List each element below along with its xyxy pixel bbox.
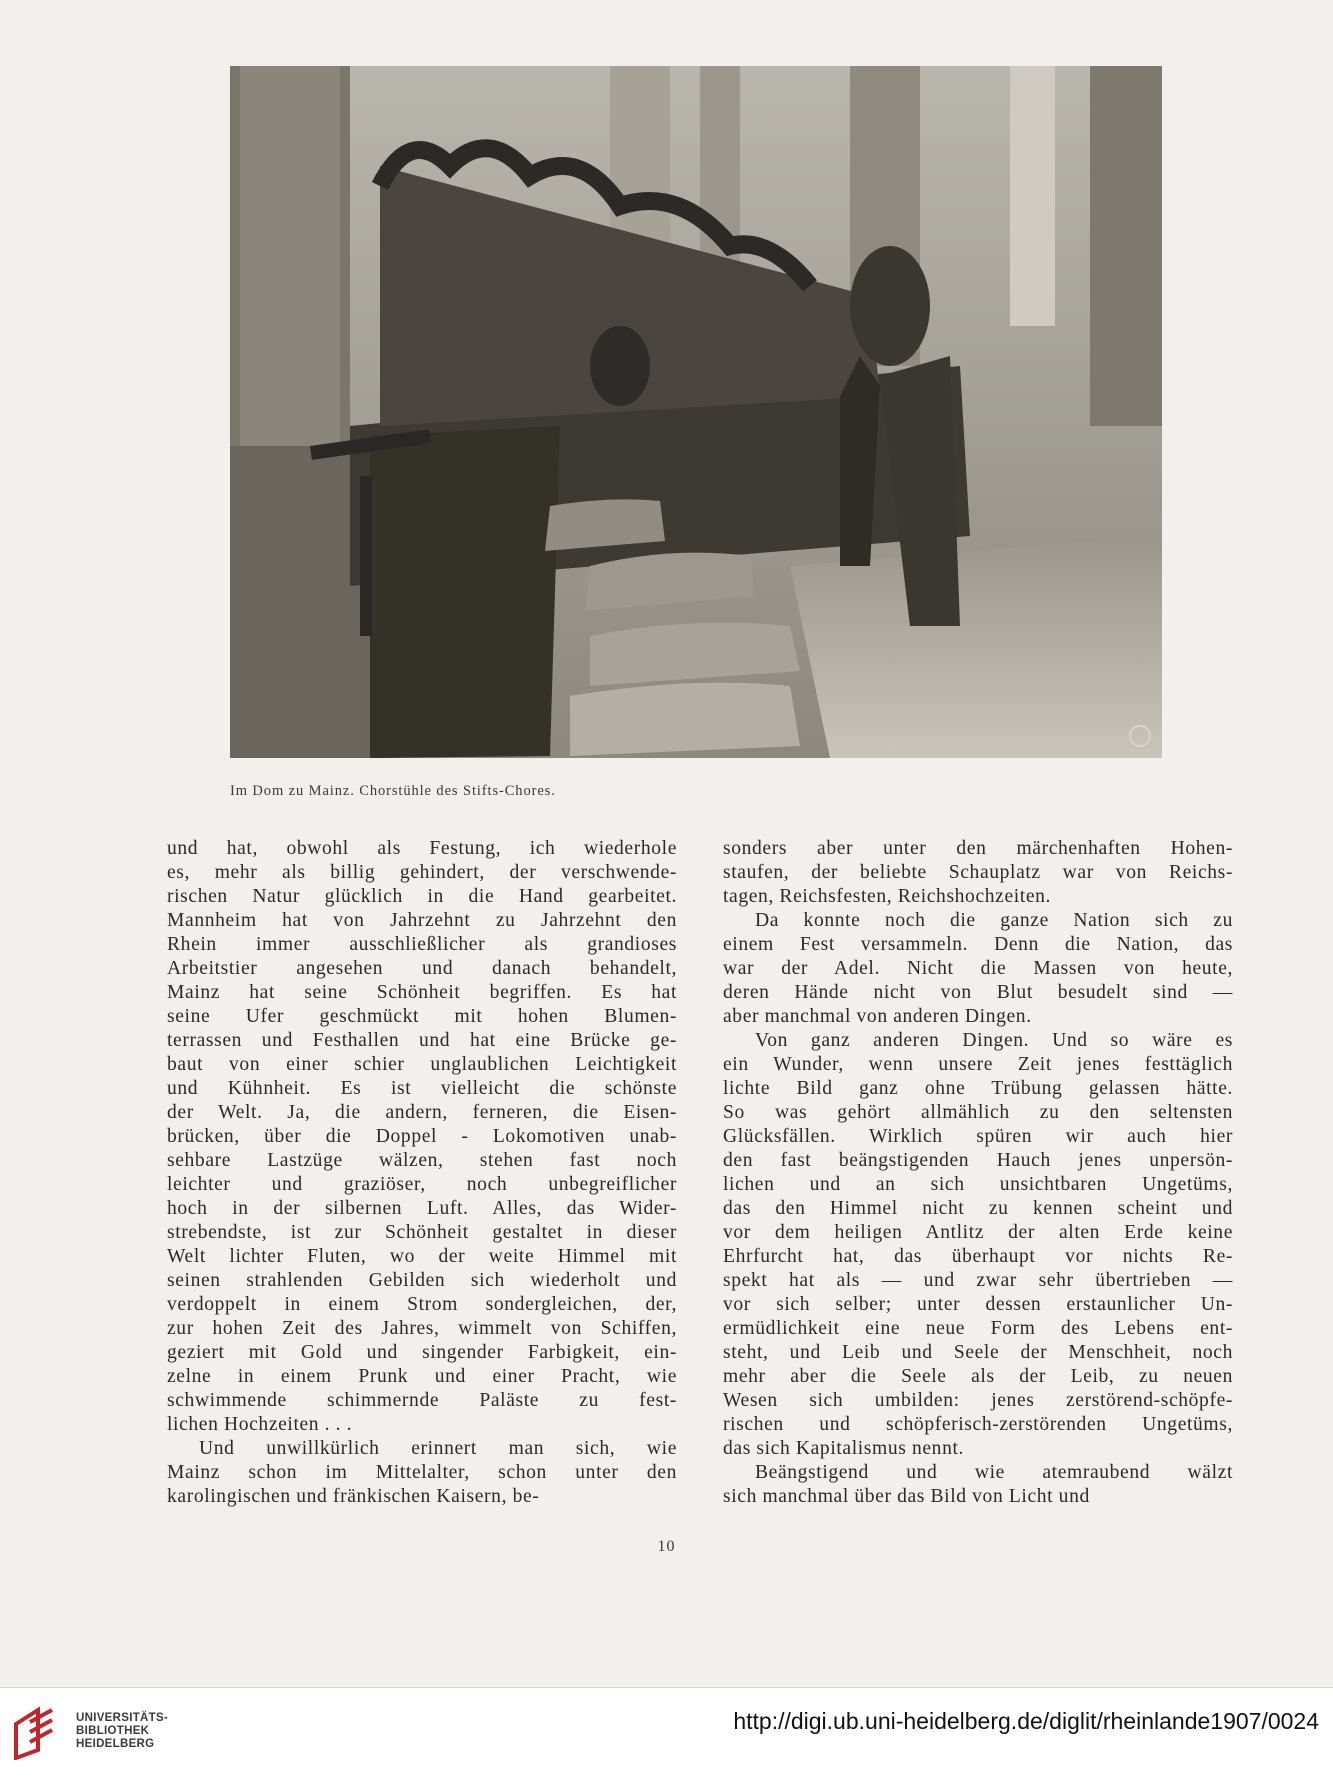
- text-line: tagen, Reichsfesten, Reichshochzeiten.: [723, 886, 1052, 907]
- text-line: das den Himmel nicht zu kennen scheint und: [723, 1198, 1233, 1219]
- library-name-line1: UNIVERSITÄTS-: [76, 1712, 169, 1724]
- text-line: schwimmende schimmernde Paläste zu fest-: [167, 1390, 677, 1411]
- library-name: [76, 1712, 168, 1751]
- text-line: Mannheim hat von Jahrzehnt zu Jahrzehnt den: [167, 910, 677, 931]
- text-line: geziert mit Gold und singender Farbigkeit, ein-: [167, 1342, 677, 1363]
- text-line: So was gehört allmählich zu den seltensten: [723, 1102, 1233, 1123]
- text-line: das sich Kapitalismus nennt.: [723, 1438, 965, 1459]
- text-line: mehr aber die Seele als der Leib, zu neuen: [723, 1366, 1233, 1387]
- text-line: Arbeitstier angesehen und danach behandelt,: [167, 958, 677, 979]
- text-line: lichte Bild ganz ohne Trübung gelassen hätte.: [723, 1078, 1233, 1099]
- text-line: lichen und an sich unsichtbaren Ungetüms,: [723, 1174, 1233, 1195]
- text-line: Und unwillkürlich erinnert man sich, wie: [199, 1438, 677, 1459]
- text-column-left: [167, 837, 677, 1509]
- text-line: hoch in der silbernen Luft. Alles, das Wider-: [167, 1198, 677, 1219]
- text-line: es, mehr als billig gehindert, der verschwende-: [167, 862, 677, 883]
- text-line: rischen Natur glücklich in die Hand gearbeitet.: [167, 886, 677, 907]
- text-line: aber manchmal von anderen Dingen.: [723, 1006, 1032, 1027]
- text-line: ein Wunder, wenn unsere Zeit jenes festtäglich: [723, 1054, 1233, 1075]
- text-line: verdoppelt in einem Strom sondergleichen, der,: [167, 1294, 677, 1315]
- text-line: Mainz schon im Mittelalter, schon unter den: [167, 1462, 677, 1483]
- text-column-right: [723, 837, 1233, 1509]
- text-line: Von ganz anderen Dingen. Und so wäre es: [755, 1030, 1233, 1051]
- text-line: Beängstigend und wie atemraubend wälzt: [755, 1462, 1233, 1483]
- text-line: terrassen und Festhallen und hat eine Brücke ge-: [167, 1030, 677, 1051]
- text-line: lichen Hochzeiten . . .: [167, 1414, 353, 1435]
- text-line: spekt hat als — und zwar sehr übertrieben —: [723, 1270, 1233, 1291]
- text-line: rischen und schöpferisch-zerstörenden Ungetüms,: [723, 1414, 1233, 1435]
- text-line: leichter und graziöser, noch unbegreiflicher: [167, 1174, 677, 1195]
- text-line: karolingischen und fränkischen Kaisern, be-: [167, 1486, 540, 1507]
- text-line: baut von einer schier unglaublichen Leichtigkeit: [167, 1054, 677, 1075]
- text-line: Rhein immer ausschließlicher als grandioses: [167, 934, 677, 955]
- text-line: sehbare Lastzüge wälzen, stehen fast noch: [167, 1150, 677, 1171]
- choir-stalls-photo: [230, 66, 1162, 758]
- text-line: zur hohen Zeit des Jahres, wimmelt von Schiffen,: [167, 1318, 677, 1339]
- university-library-logo-icon: [12, 1704, 60, 1760]
- figure-caption: Im Dom zu Mainz. Chorstühle des Stifts-Chores.: [230, 783, 556, 799]
- text-line: seinen strahlenden Gebilden sich wiederholt und: [167, 1270, 677, 1291]
- text-line: Mainz hat seine Schönheit begriffen. Es hat: [167, 982, 677, 1003]
- text-line: vor dem heiligen Antlitz der alten Erde keine: [723, 1222, 1233, 1243]
- text-line: staufen, der beliebte Schauplatz war von Reichs-: [723, 862, 1233, 883]
- text-line: und hat, obwohl als Festung, ich wiederhole: [167, 838, 677, 859]
- text-line: und Kühnheit. Es ist vielleicht die schönste: [167, 1078, 677, 1099]
- text-line: den fast beängstigenden Hauch jenes unpersön-: [723, 1150, 1233, 1171]
- library-name-line3: HEIDELBERG: [76, 1738, 155, 1750]
- text-line: steht, und Leib und Seele der Menschheit, noch: [723, 1342, 1233, 1363]
- library-name-line2: BIBLIOTHEK: [76, 1725, 150, 1737]
- text-line: brücken, über die Doppel - Lokomotiven unab-: [167, 1126, 677, 1147]
- source-url-link[interactable]: http://digi.ub.uni-heidelberg.de/diglit/rheinlande1907/0024: [733, 1708, 1319, 1734]
- text-line: ermüdlichkeit eine neue Form des Lebens ent-: [723, 1318, 1233, 1339]
- text-line: Da konnte noch die ganze Nation sich zu: [755, 910, 1233, 931]
- text-line: zelne in einem Prunk und einer Pracht, wie: [167, 1366, 677, 1387]
- page-number: 10: [657, 1538, 676, 1555]
- text-line: seine Ufer geschmückt mit hohen Blumen-: [167, 1006, 677, 1027]
- photo-illustration: [230, 66, 1162, 758]
- text-line: war der Adel. Nicht die Massen von heute,: [723, 958, 1233, 979]
- text-line: Wesen sich umbilden: jenes zerstörend-schöpfe-: [723, 1390, 1233, 1411]
- text-line: Welt lichter Fluten, wo der weite Himmel mit: [167, 1246, 677, 1267]
- text-line: sonders aber unter den märchenhaften Hohen-: [723, 838, 1233, 859]
- text-line: einem Fest versammeln. Denn die Nation, das: [723, 934, 1233, 955]
- text-line: der Welt. Ja, die andern, ferneren, die Eisen-: [167, 1102, 677, 1123]
- library-footer: [0, 1687, 1333, 1788]
- text-line: Glücksfällen. Wirklich spüren wir auch hier: [723, 1126, 1233, 1147]
- text-line: vor sich selber; unter dessen erstaunlicher Un-: [723, 1294, 1233, 1315]
- text-line: deren Hände nicht von Blut besudelt sind —: [723, 982, 1233, 1003]
- text-line: Ehrfurcht hat, das überhaupt vor nichts Re-: [723, 1246, 1233, 1267]
- text-line: sich manchmal über das Bild von Licht und: [723, 1486, 1090, 1507]
- text-line: strebendste, ist zur Schönheit gestaltet in dieser: [167, 1222, 677, 1243]
